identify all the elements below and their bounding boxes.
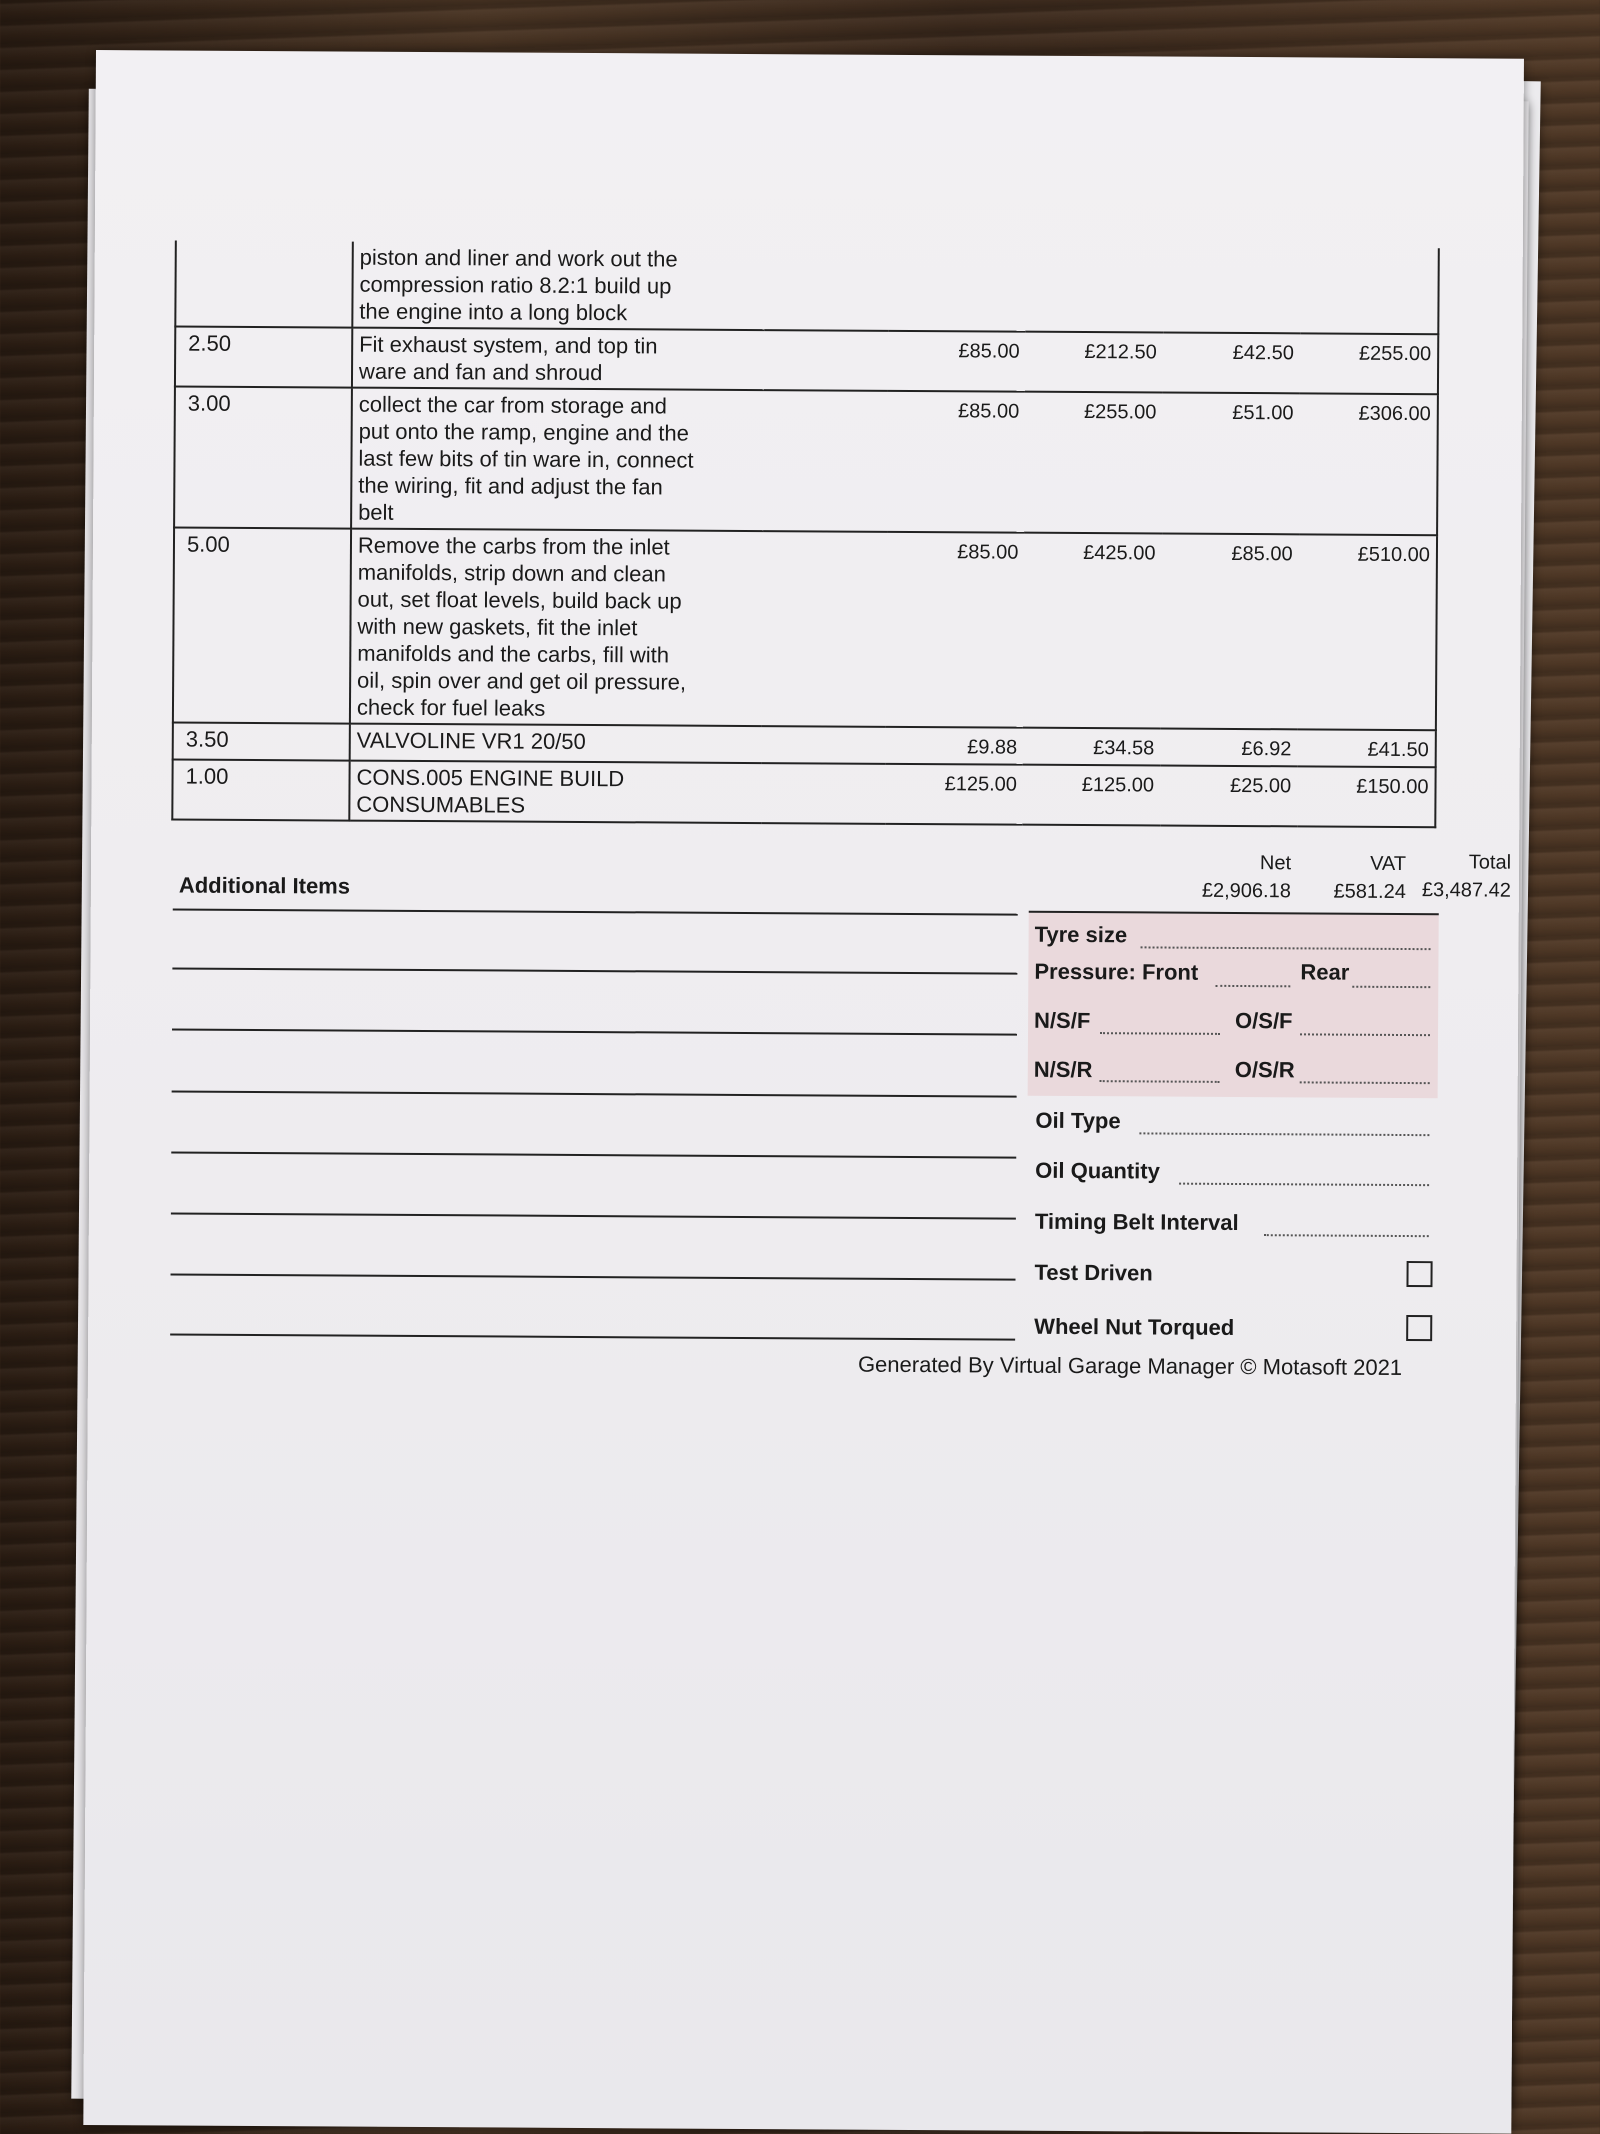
timing-belt-label: Timing Belt Interval [1034,1208,1239,1236]
job-line-spacer [765,244,889,331]
job-line-unit-price: £85.00 [886,532,1024,728]
job-line-description-line: put onto the ramp, engine and the [358,418,689,446]
additional-item-line[interactable] [172,1090,1017,1097]
job-line-net: £34.58 [1023,728,1160,766]
job-line-description-line: belt [358,499,394,525]
timing-belt-field[interactable] [1264,1234,1429,1237]
additional-item-line[interactable] [171,1212,1016,1219]
vat-header: VAT [1370,852,1407,876]
job-line-spacer [762,726,886,764]
wheel-nut-checkbox[interactable] [1406,1315,1432,1341]
job-line-description-line: VALVOLINE VR1 20/50 [356,727,586,755]
job-line-description [350,529,764,727]
job-line-description [352,328,765,391]
job-line-row [175,326,1438,394]
job-line-total [1300,247,1439,334]
job-line-vat: £51.00 [1162,393,1300,535]
job-line-total: £41.50 [1297,729,1436,767]
test-driven-checkbox[interactable] [1406,1261,1432,1287]
job-line-unit-price: £9.88 [886,727,1023,765]
job-line-description [349,761,762,824]
additional-item-line[interactable] [173,908,1018,915]
job-line-unit-price: £125.00 [886,764,1023,825]
job-line-vat: £42.50 [1162,333,1299,394]
wheel-nut-label: Wheel Nut Torqued [1034,1313,1235,1340]
rear-label: Rear [1300,959,1350,985]
job-line-description-line: the wiring, fit and adjust the fan [358,472,663,500]
job-line-description-line: out, set float levels, build back up [357,586,682,614]
job-line-description-line: last few bits of tin ware in, connect [358,445,694,473]
job-line-description-line: with new gaskets, fit the inlet [357,613,638,641]
job-line-vat: £85.00 [1160,534,1298,730]
oil-type-field[interactable] [1139,1132,1429,1136]
job-line-total: £510.00 [1298,534,1438,730]
net-header: Net [1259,852,1292,875]
job-line-net [1026,246,1164,333]
job-line-spacer [762,531,887,727]
nsr-label: N/S/R [1033,1056,1093,1083]
job-line-qty [175,240,352,327]
additional-item-line[interactable] [172,967,1017,974]
job-line-unit-price: £85.00 [887,391,1025,533]
job-line-description [351,388,764,532]
job-line-unit-price [889,245,1027,332]
job-line-row [175,240,1439,334]
job-line-total: £150.00 [1297,766,1436,827]
job-line-description-line: Fit exhaust system, and top tin [359,331,658,359]
job-line-description-line: piston and liner and work out the [359,244,678,272]
job-line-vat: £25.00 [1160,766,1297,827]
job-line-net: £425.00 [1023,533,1161,729]
tyre-size-label: Tyre size [1034,921,1128,948]
additional-item-line[interactable] [171,1273,1016,1280]
job-line-row [173,527,1437,730]
job-line-description-line: compression ratio 8.2:1 build up [359,271,672,299]
nsf-label: N/S/F [1034,1007,1091,1034]
job-line-description-line: Remove the carbs from the inlet [357,532,670,560]
vat-total: £581.24 [1333,880,1406,904]
job-line-qty: 5.00 [173,527,351,723]
job-line-description [352,242,765,331]
job-line-vat [1163,247,1301,334]
job-line-qty: 3.50 [173,722,350,760]
test-driven-label: Test Driven [1034,1259,1153,1286]
net-total: £2,906.18 [1201,879,1291,903]
grand-total: £3,487.42 [1421,879,1511,902]
osr-label: O/S/R [1234,1056,1295,1083]
oil-type-label: Oil Type [1035,1107,1121,1134]
job-line-qty: 1.00 [172,759,349,820]
job-line-description-line: oil, spin over and get oil pressure, [357,667,687,695]
oil-quantity-label: Oil Quantity [1035,1157,1160,1184]
invoice-page [83,50,1524,2134]
job-line-description-line: CONSUMABLES [356,791,526,818]
additional-item-line[interactable] [172,1028,1017,1035]
job-line-total: £306.00 [1299,393,1438,535]
job-line-description-line: ware and fan and shroud [358,358,603,386]
additional-items-title: Additional Items [178,872,351,899]
job-line-net: £255.00 [1025,392,1163,534]
job-line-unit-price: £85.00 [888,331,1025,392]
job-line-spacer [764,390,889,532]
job-lines-table [171,240,1440,828]
additional-item-line[interactable] [171,1151,1016,1158]
job-line-total: £255.00 [1300,333,1439,394]
job-line-row [174,386,1438,535]
job-line-vat: £6.92 [1160,729,1297,767]
pressure-front-label: Pressure: Front [1034,958,1199,985]
job-line-net: £212.50 [1025,332,1162,393]
job-line-description [350,724,763,764]
job-line-description-line: manifolds, strip down and clean [357,559,666,587]
job-line-net: £125.00 [1023,765,1160,826]
footer-credit: Generated By Virtual Garage Manager © Motasoft 2021 [857,1351,1403,1381]
job-line-spacer [764,330,888,391]
job-line-qty: 2.50 [175,326,352,387]
additional-item-line[interactable] [170,1333,1015,1340]
job-line-description-line: check for fuel leaks [356,694,546,721]
job-line-description-line: collect the car from storage and [358,391,668,419]
job-line-description-line: the engine into a long block [359,298,628,326]
job-line-spacer [762,763,886,824]
osf-label: O/S/F [1235,1007,1293,1034]
oil-quantity-field[interactable] [1179,1183,1429,1187]
total-header: Total [1468,851,1512,874]
job-line-row [172,759,1435,827]
job-line-qty: 3.00 [174,386,352,528]
job-line-description-line: CONS.005 ENGINE BUILD [356,764,625,792]
job-line-description-line: manifolds and the carbs, fill with [357,640,670,668]
